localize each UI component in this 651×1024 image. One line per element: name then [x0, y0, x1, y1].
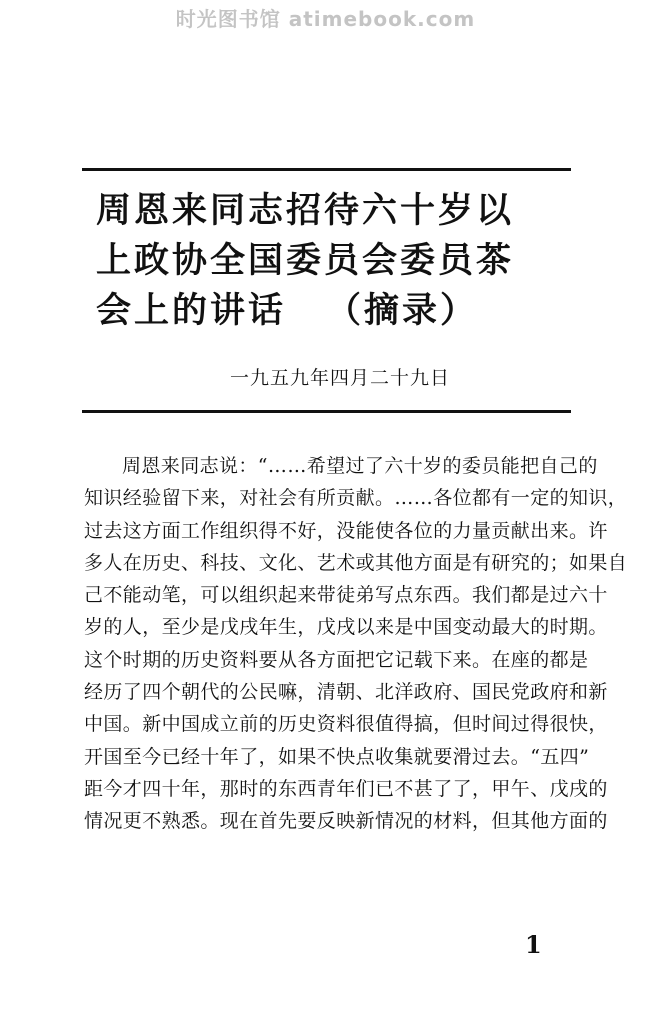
- body-line: 距今才四十年，那时的东西青年们已不甚了了，甲午、戊戌的: [84, 777, 608, 800]
- title-line-2: 上政协全国委员会委员茶: [96, 241, 515, 281]
- body-line: 多人在历史、科技、文化、艺术或其他方面是有研究的；如果自: [84, 551, 628, 574]
- body-line: 中国。新中国成立前的历史资料很值得搞，但时间过得很快，: [84, 713, 608, 736]
- speech-date: 一九五九年四月二十九日: [230, 367, 451, 389]
- body-line: 经历了四个朝代的公民嘛，清朝、北洋政府、国民党政府和新: [84, 681, 608, 704]
- top-rule: [82, 168, 571, 171]
- article-title: [96, 186, 566, 336]
- body-line: 开国至今已经十年了，如果不快点收集就要滑过去。“五四”: [84, 745, 590, 768]
- title-line-3-text: 会上的讲话: [96, 291, 287, 331]
- bottom-rule: [82, 410, 571, 413]
- body-line: 周恩来同志说：“……希望过了六十岁的委员能把自己的: [122, 455, 598, 477]
- title-excerpt-label: （摘录）: [326, 291, 479, 331]
- title-line-1: 周恩来同志招待六十岁以: [96, 191, 515, 231]
- body-line: 知识经验留下来，对社会有所贡献。……各位都有一定的知识，: [84, 487, 628, 510]
- title-line-3: [96, 286, 566, 336]
- body-line: 岁的人，至少是戊戌年生，戊戌以来是中国变动最大的时期。: [84, 616, 608, 639]
- watermark: 时光图书馆 atimebook.com: [175, 7, 476, 31]
- body-line: 己不能动笔，可以组织起来带徒弟写点东西。我们都是过六十: [84, 584, 608, 607]
- body-line: 情况更不熟悉。现在首先要反映新情况的材料，但其他方面的: [84, 810, 608, 833]
- article-body: [84, 450, 628, 838]
- page-number: 1: [525, 930, 542, 959]
- body-line: 这个时期的历史资料要从各方面把它记载下来。在座的都是: [84, 648, 589, 671]
- body-line: 过去这方面工作组织得不好，没能使各位的力量贡献出来。许: [84, 519, 608, 542]
